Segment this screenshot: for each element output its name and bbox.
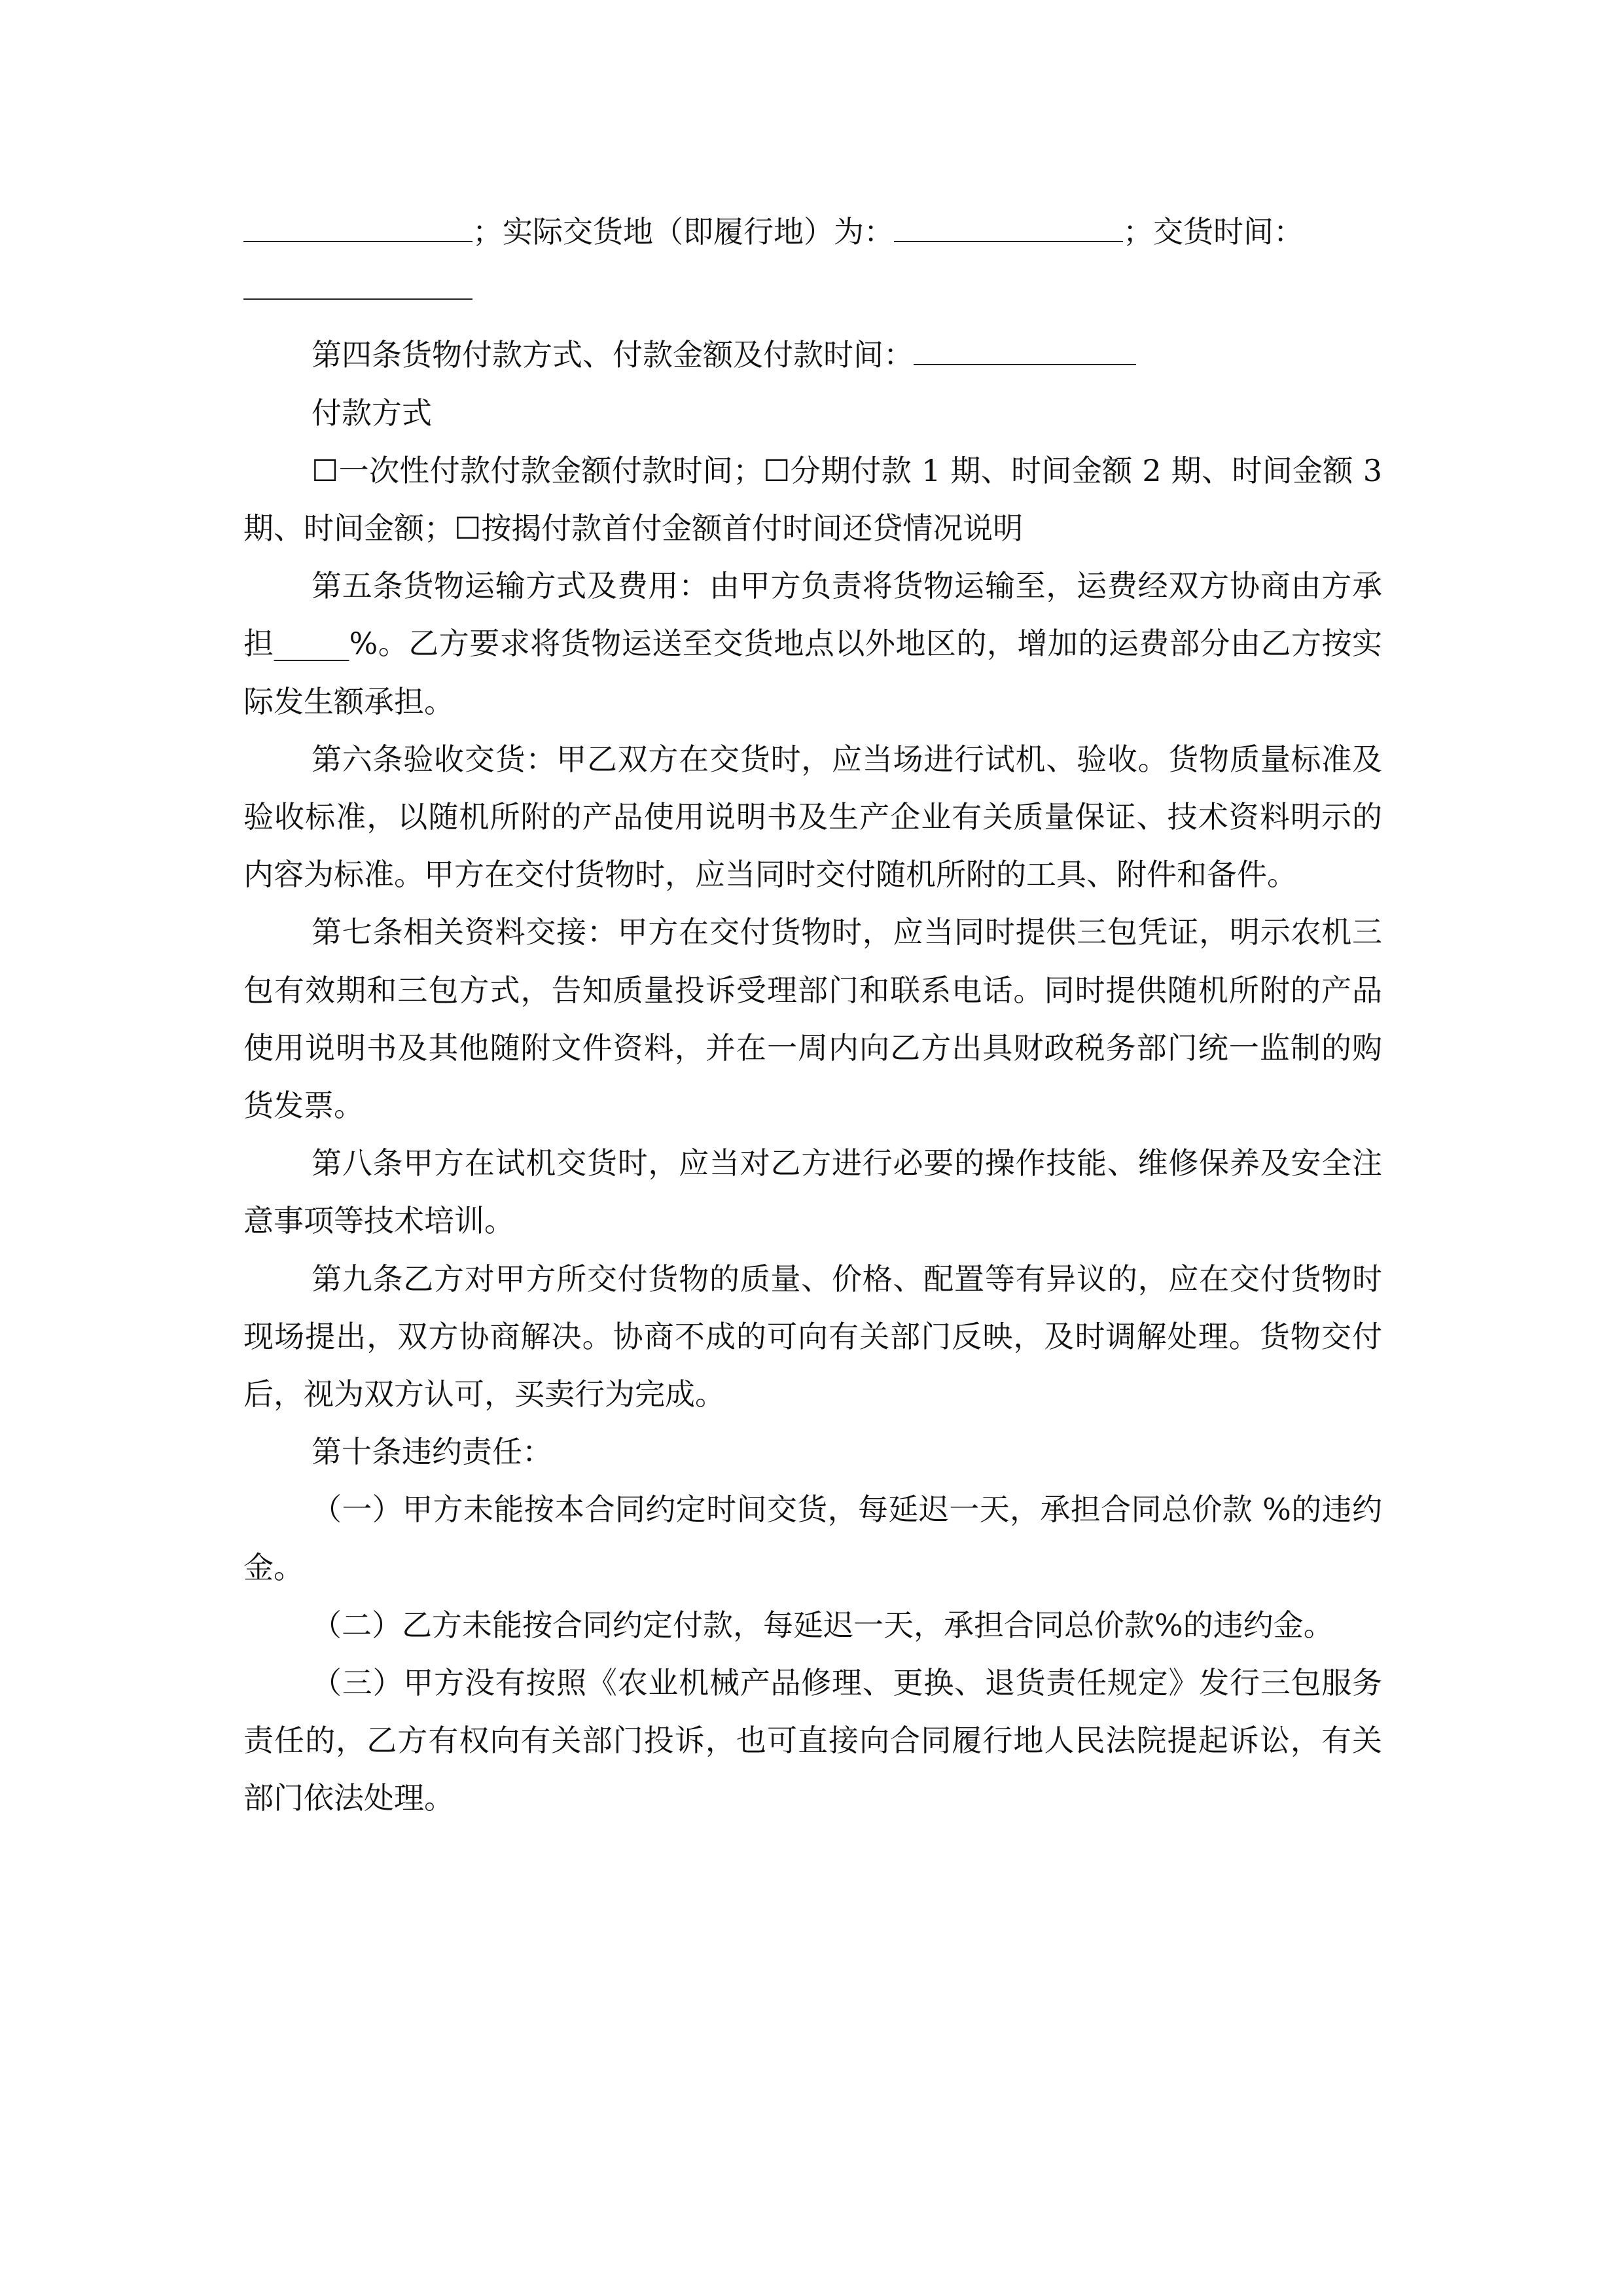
- actual-delivery-place-blank: [894, 234, 1123, 242]
- delivery-line: [243, 203, 1382, 260]
- article-8: 第八条甲方在试机交货时，应当对乙方进行必要的操作技能、维修保养及安全注意事项等技术培训。: [243, 1145, 1382, 1239]
- article-10-item-2: （二）乙方未能按合同约定付款，每延迟一天，承担合同总价款%的违约金。: [312, 1607, 1334, 1643]
- contract-body: [243, 203, 1392, 1827]
- article-10: 第十条违约责任：: [312, 1434, 552, 1470]
- article-9: 第九条乙方对甲方所交付货物的质量、价格、配置等有异议的，应在交付货物时现场提出，双方协商解决。协商不成的可向有关部门反映，及时调解处理。货物交付后，视为双方认可，买卖行为完成。: [243, 1261, 1382, 1412]
- article-7: 第七条相关资料交接：甲方在交付货物时，应当同时提供三包凭证，明示农机三包有效期和三包方式，告知质量投诉受理部门和联系电话。同时提供随机所附的产品使用说明书及其他随附文件资料，并在一周内向乙方出具财政税务部门统一监制的购货发票。: [243, 914, 1382, 1124]
- delivery-time-line: [243, 260, 1382, 318]
- article-4-text: 第四条货物付款方式、付款金额及付款时间：: [312, 337, 914, 373]
- payment-info-blank: [914, 357, 1136, 365]
- payment-method-heading: 付款方式: [312, 395, 432, 431]
- article-6: 第六条验收交货：甲乙双方在交货时，应当场进行试机、验收。货物质量标准及验收标准，以随机所附的产品使用说明书及生产企业有关质量保证、技术资料明示的内容为标准。甲方在交付货物时，应当同时交付随机所附的工具、附件和备件。: [243, 741, 1382, 893]
- delivery-time-blank: [243, 292, 473, 300]
- delivery-time-label: ；交货时间：: [1123, 214, 1304, 249]
- article-5: 第五条货物运输方式及费用：由甲方负责将货物运输至，运费经双方协商由方承担_____%。乙方要求将货物运送至交货地点以外地区的，增加的运费部分由乙方按实际发生额承担。: [243, 568, 1382, 719]
- article-10-item-1: （一）甲方未能按本合同约定时间交货，每延迟一天，承担合同总价款 %的违约金。: [243, 1492, 1382, 1585]
- delivery-place-label: ；实际交货地（即履行地）为：: [473, 214, 894, 249]
- delivery-place-blank: [243, 234, 473, 242]
- article-4: [243, 326, 1382, 384]
- payment-options: ☐一次性付款付款金额付款时间；☐分期付款 1 期、时间金额 2 期、时间金额 3 期、时间金额；☐按揭付款首付金额首付时间还贷情况说明: [243, 452, 1392, 547]
- article-10-item-3: （三）甲方没有按照《农业机械产品修理、更换、退货责任规定》发行三包服务责任的，乙方有权向有关部门投诉，也可直接向合同履行地人民法院提起诉讼，有关部门依法处理。: [243, 1665, 1382, 1816]
